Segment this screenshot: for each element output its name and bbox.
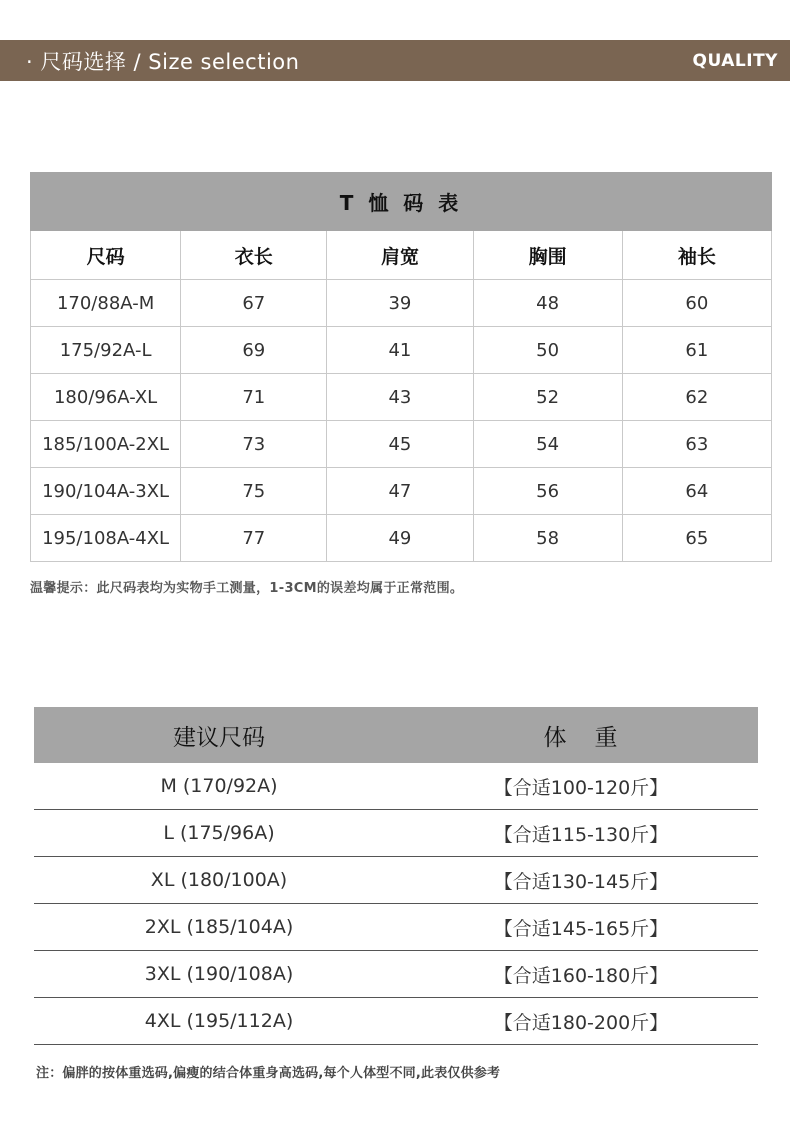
cell-sleeve: 62 <box>622 374 771 421</box>
table-row <box>34 951 758 998</box>
cell-shoulder: 39 <box>327 280 473 327</box>
table-row <box>31 468 772 515</box>
sizing-note: 注：偏胖的按体重选码,偏瘦的结合体重身高选码,每个人体型不同,此表仅供参考 <box>36 1066 501 1081</box>
cell-shoulder: 47 <box>327 468 473 515</box>
column-header-chest: 胸围 <box>473 231 622 280</box>
cell-weight-range: 【合适130-145斤】 <box>404 857 758 904</box>
cell-chest: 56 <box>473 468 622 515</box>
cell-recommended-size: L (175/96A) <box>34 810 404 857</box>
table-row <box>34 763 758 810</box>
table-row <box>31 374 772 421</box>
cell-shoulder: 49 <box>327 515 473 562</box>
cell-length: 73 <box>181 421 327 468</box>
cell-length: 75 <box>181 468 327 515</box>
column-header-sleeve: 袖长 <box>622 231 771 280</box>
cell-sleeve: 64 <box>622 468 771 515</box>
cell-size: 175/92A-L <box>31 327 181 374</box>
cell-chest: 54 <box>473 421 622 468</box>
cell-chest: 52 <box>473 374 622 421</box>
section-header-bar <box>0 40 790 81</box>
cell-length: 77 <box>181 515 327 562</box>
table-header-row <box>34 707 758 763</box>
column-header-shoulder: 肩宽 <box>327 231 473 280</box>
table-row <box>31 515 772 562</box>
cell-size: 170/88A-M <box>31 280 181 327</box>
cell-length: 69 <box>181 327 327 374</box>
cell-sleeve: 61 <box>622 327 771 374</box>
cell-weight-range: 【合适145-165斤】 <box>404 904 758 951</box>
cell-size: 180/96A-XL <box>31 374 181 421</box>
table-row <box>34 904 758 951</box>
cell-sleeve: 65 <box>622 515 771 562</box>
cell-length: 71 <box>181 374 327 421</box>
cell-chest: 58 <box>473 515 622 562</box>
cell-shoulder: 45 <box>327 421 473 468</box>
column-header-length: 衣长 <box>181 231 327 280</box>
measurement-tip: 温馨提示：此尺码表均为实物手工测量，1-3CM的误差均属于正常范围。 <box>30 581 464 596</box>
cell-chest: 50 <box>473 327 622 374</box>
cell-sleeve: 60 <box>622 280 771 327</box>
table-caption: T 恤 码 表 <box>31 173 772 231</box>
column-header-size: 尺码 <box>31 231 181 280</box>
cell-chest: 48 <box>473 280 622 327</box>
column-header-recommended-size: 建议尺码 <box>34 707 404 763</box>
table-row <box>34 857 758 904</box>
cell-length: 67 <box>181 280 327 327</box>
tshirt-size-table <box>30 172 772 562</box>
cell-recommended-size: M (170/92A) <box>34 763 404 810</box>
table-row <box>31 421 772 468</box>
table-row <box>34 810 758 857</box>
cell-weight-range: 【合适160-180斤】 <box>404 951 758 998</box>
cell-recommended-size: 3XL (190/108A) <box>34 951 404 998</box>
table-row <box>34 998 758 1045</box>
cell-shoulder: 43 <box>327 374 473 421</box>
cell-size: 190/104A-3XL <box>31 468 181 515</box>
cell-weight-range: 【合适180-200斤】 <box>404 998 758 1045</box>
cell-shoulder: 41 <box>327 327 473 374</box>
table-header-row <box>31 231 772 280</box>
cell-sleeve: 63 <box>622 421 771 468</box>
cell-size: 195/108A-4XL <box>31 515 181 562</box>
table-row <box>31 280 772 327</box>
quality-label: QUALITY <box>692 50 778 71</box>
cell-weight-range: 【合适115-130斤】 <box>404 810 758 857</box>
cell-size: 185/100A-2XL <box>31 421 181 468</box>
table-caption-row <box>31 173 772 231</box>
weight-recommendation-table <box>34 707 758 1045</box>
table-row <box>31 327 772 374</box>
cell-recommended-size: XL (180/100A) <box>34 857 404 904</box>
cell-weight-range: 【合适100-120斤】 <box>404 763 758 810</box>
cell-recommended-size: 4XL (195/112A) <box>34 998 404 1045</box>
section-title: · 尺码选择 / Size selection <box>26 49 300 74</box>
column-header-weight: 体重 <box>404 707 758 763</box>
cell-recommended-size: 2XL (185/104A) <box>34 904 404 951</box>
